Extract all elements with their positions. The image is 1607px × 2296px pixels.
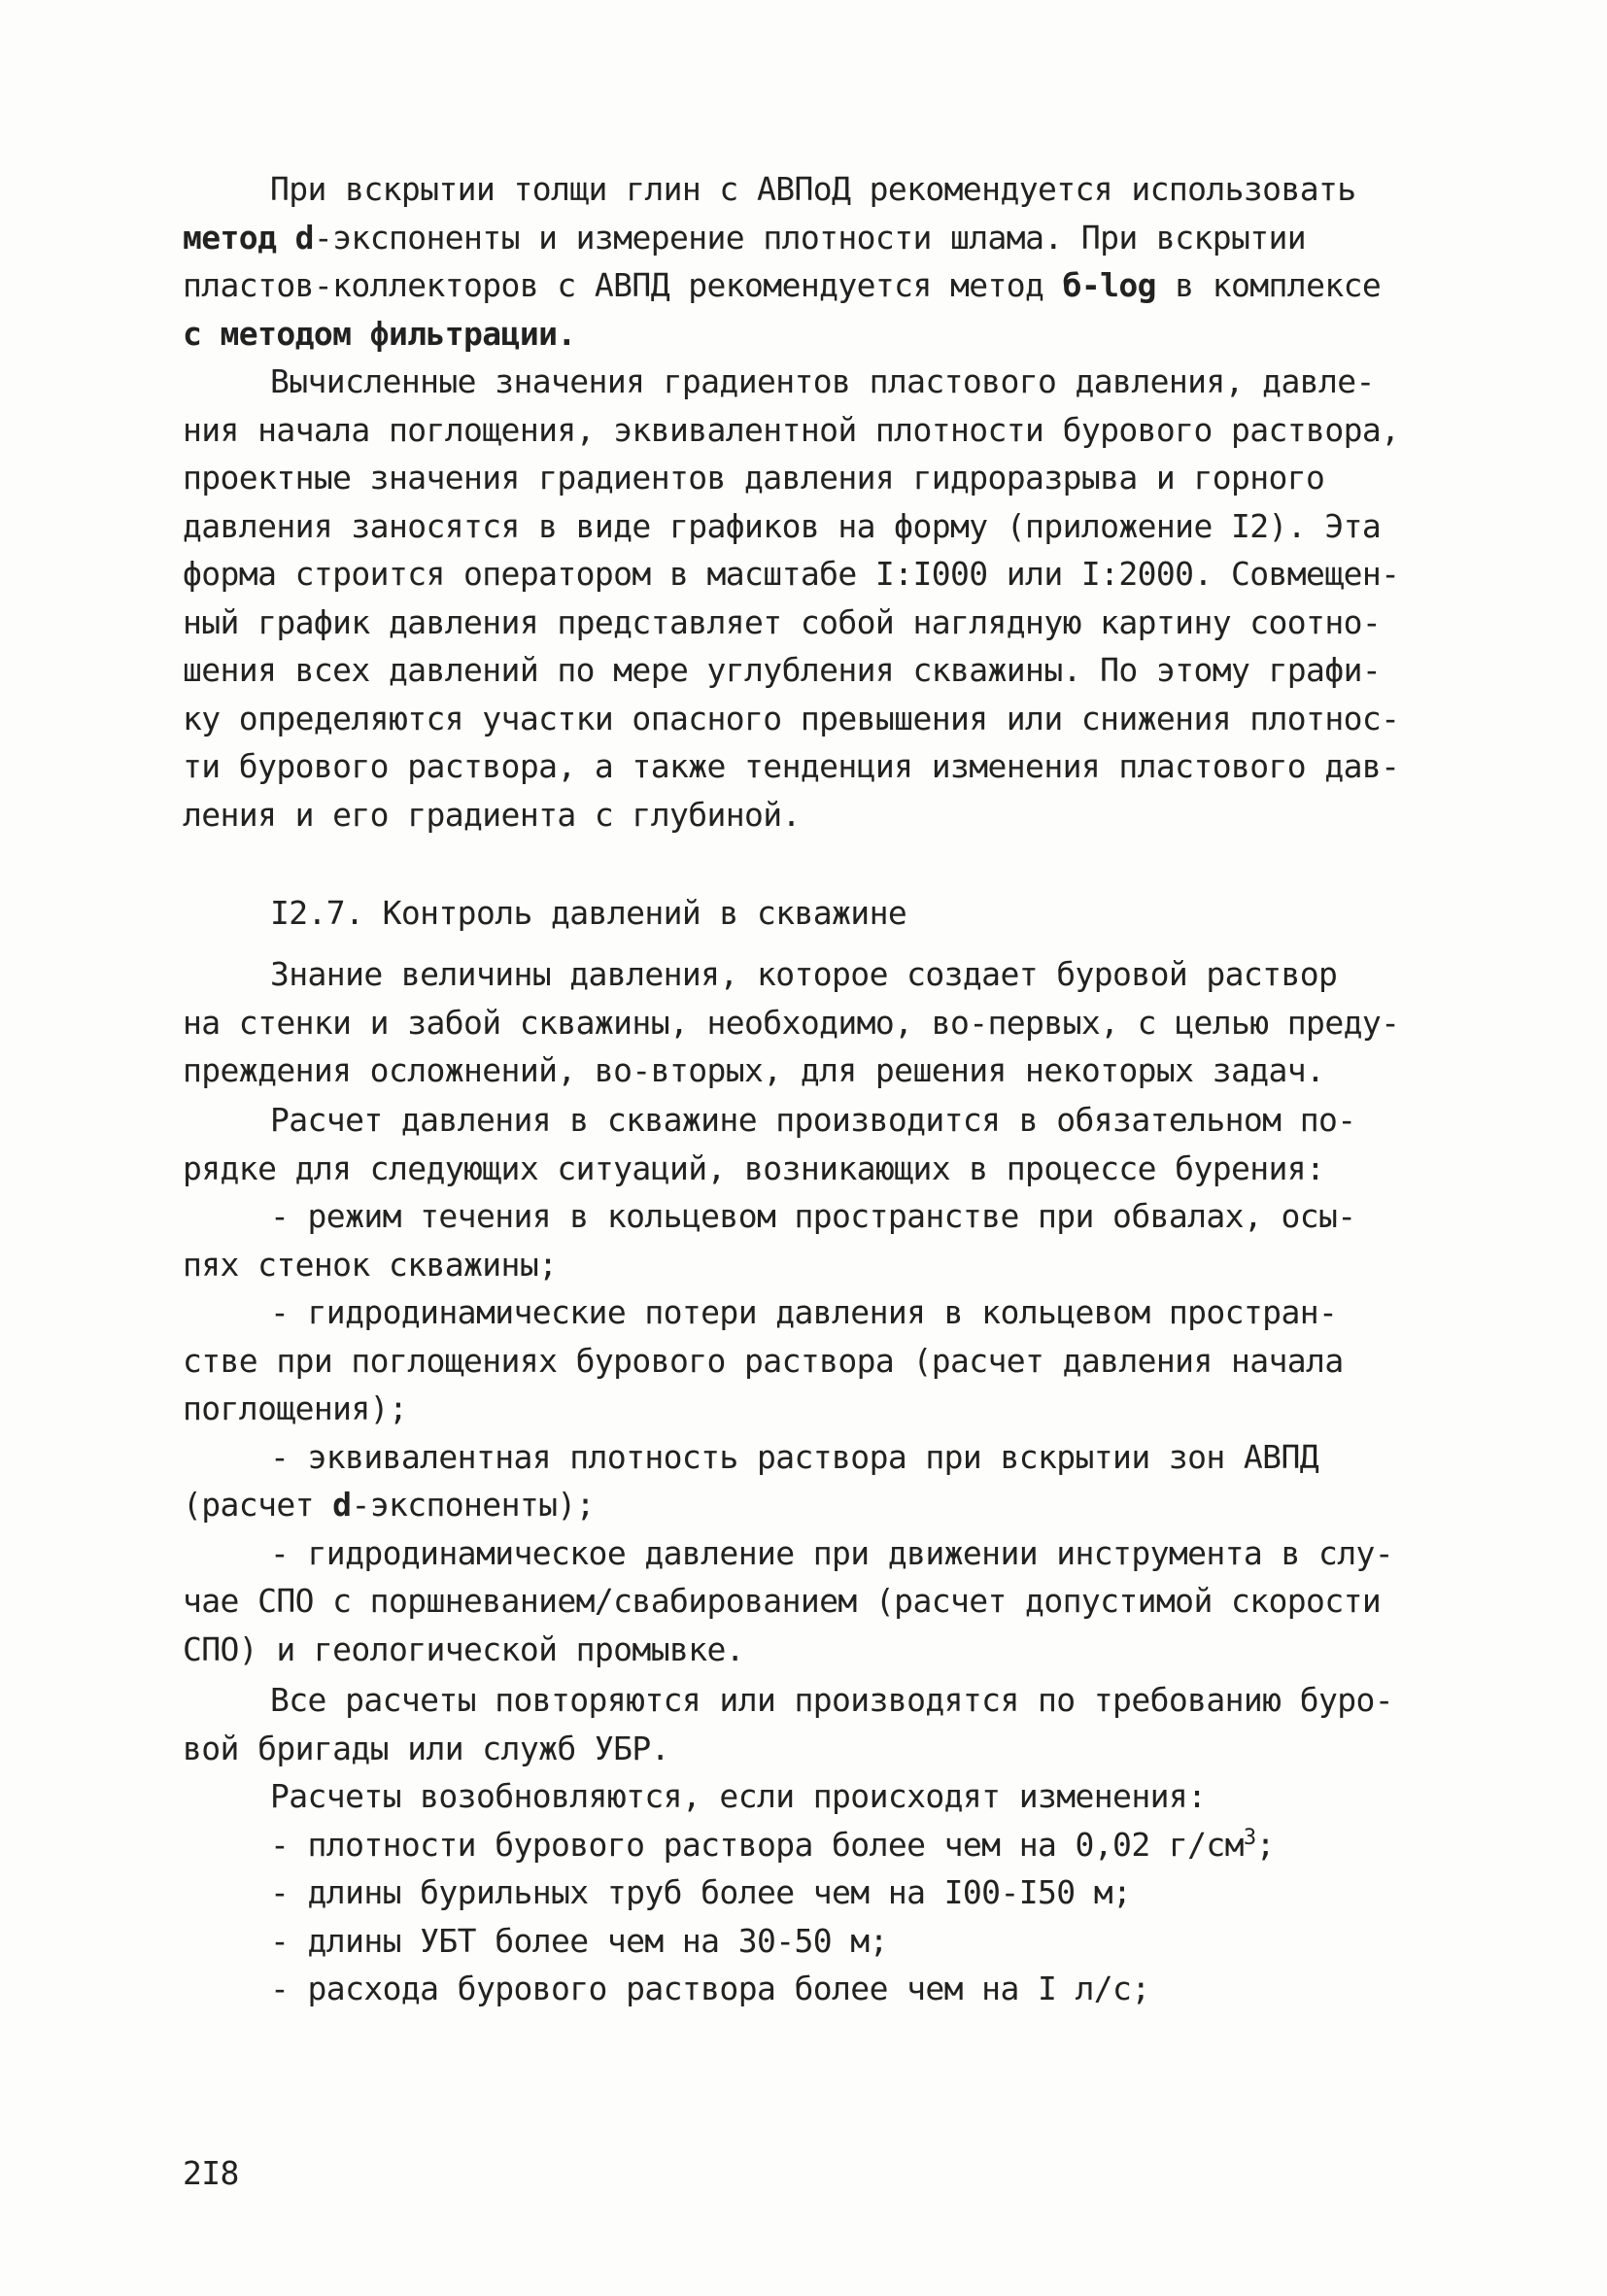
text-fragment: ; [1255, 1825, 1275, 1864]
paragraph-5 [183, 1676, 1436, 1772]
text-line: ления и его градиента с глубиной. [183, 795, 801, 834]
text-line: шения всех давлений по мере углубления скважины. По этому графи- [183, 651, 1382, 689]
text-line: ния начала поглощения, эквивалентной плотности бурового раствора, [183, 410, 1400, 449]
text-line: с методом фильтрации. [183, 314, 576, 353]
list-item: - расхода бурового раствора более чем на I л/с; [270, 1970, 1150, 2007]
text-line: преждения осложнений, во-вторых, для решения некоторых задач. [183, 1051, 1325, 1089]
paragraph-3 [183, 950, 1436, 1095]
list-item: - длины УБТ более чем на 30-50 м; [270, 1921, 888, 1960]
text-line: Знание величины давления, которое создает буровой раствор [270, 955, 1338, 993]
paragraph-2 [183, 358, 1436, 839]
text-line: Вычисленные значения градиентов пластового давления, давле- [270, 362, 1375, 400]
text-fragment: -экспоненты и измерение плотности шлама. При вскрытии [313, 218, 1307, 257]
text-line: Расчет давления в скважине производится в обязательном по- [270, 1101, 1356, 1139]
list-item: - гидродинамические потери давления в кольцевом простран- [270, 1293, 1338, 1331]
section-heading [183, 889, 1523, 938]
situations-list [183, 1192, 1436, 1673]
list-item-continuation [183, 1481, 1436, 1529]
text-line: рядке для следующих ситуаций, возникающих в процессе бурения: [183, 1148, 1325, 1187]
page-number: 2I8 [183, 2154, 239, 2192]
text-fragment: -экспоненты); [351, 1486, 595, 1524]
paragraph-6 [183, 1772, 1436, 2013]
symbol-sigma-log: б-log [1062, 266, 1156, 304]
list-item [183, 1821, 1436, 1869]
text-line: давления заносятся в виде графиков на форму (приложение I2). Эта [183, 506, 1382, 545]
text-fragment: метод [183, 218, 295, 257]
text-line: Все расчеты повторяются или производятся по требованию буро- [270, 1681, 1394, 1719]
text-line: форма строится оператором в масштабе I:I000 или I:2000. Совмещен- [183, 555, 1400, 593]
text-line: вой бригады или служб УБР. [183, 1729, 669, 1767]
text-line: ный график давления представляет собой наглядную картину соотно- [183, 602, 1382, 641]
list-item-continuation: СПО) и геологической промывке. [183, 1629, 745, 1668]
text-line: Расчеты возобновляются, если происходят изменения: [270, 1777, 1207, 1815]
list-item: - длины бурильных труб более чем на I00-I50 м; [270, 1873, 1132, 1911]
text-line [183, 261, 1436, 310]
superscript: 3 [1243, 1825, 1256, 1850]
list-item: - режим течения в кольцевом пространстве при обвалах, осы- [270, 1197, 1356, 1235]
text-line: на стенки и забой скважины, необходимо, во-первых, с целью преду- [183, 1003, 1400, 1042]
text-line: проектные значения градиентов давления гидроразрыва и горного [183, 459, 1325, 497]
paragraph-4 [183, 1096, 1436, 1192]
text-fragment: пластов-коллекторов с АВПД рекомендуется метод [183, 266, 1063, 304]
text-fragment: - плотности бурового раствора более чем на 0,02 г/см [270, 1825, 1244, 1864]
list-item-continuation: поглощения); [183, 1389, 408, 1427]
symbol-d: d [332, 1486, 352, 1524]
symbol-d: d [294, 218, 314, 257]
text-fragment: (расчет [183, 1486, 333, 1524]
text-line: ти бурового раствора, а также тенденция изменения пластового дав- [183, 747, 1400, 785]
list-item: - гидродинамическое давление при движении инструмента в слу- [270, 1533, 1394, 1572]
list-item: - эквивалентная плотность раствора при вскрытии зон АВПД [270, 1437, 1318, 1476]
text-line: При вскрытии толщи глин с АВПоД рекомендуется использовать [270, 170, 1356, 208]
text-fragment: в комплексе [1155, 266, 1382, 304]
list-item-continuation: стве при поглощениях бурового раствора (расчет давления начала [183, 1341, 1344, 1380]
text-line: ку определяются участки опасного превышения или снижения плотнос- [183, 699, 1400, 737]
paragraph-1 [183, 165, 1436, 358]
text-line [183, 214, 1436, 262]
list-item-continuation: чае СПО с поршневанием/свабированием (расчет допустимой скорости [183, 1582, 1382, 1620]
heading-text: I2.7. Контроль давлений в скважине [270, 894, 907, 932]
list-item-continuation: пях стенок скважины; [183, 1245, 558, 1284]
